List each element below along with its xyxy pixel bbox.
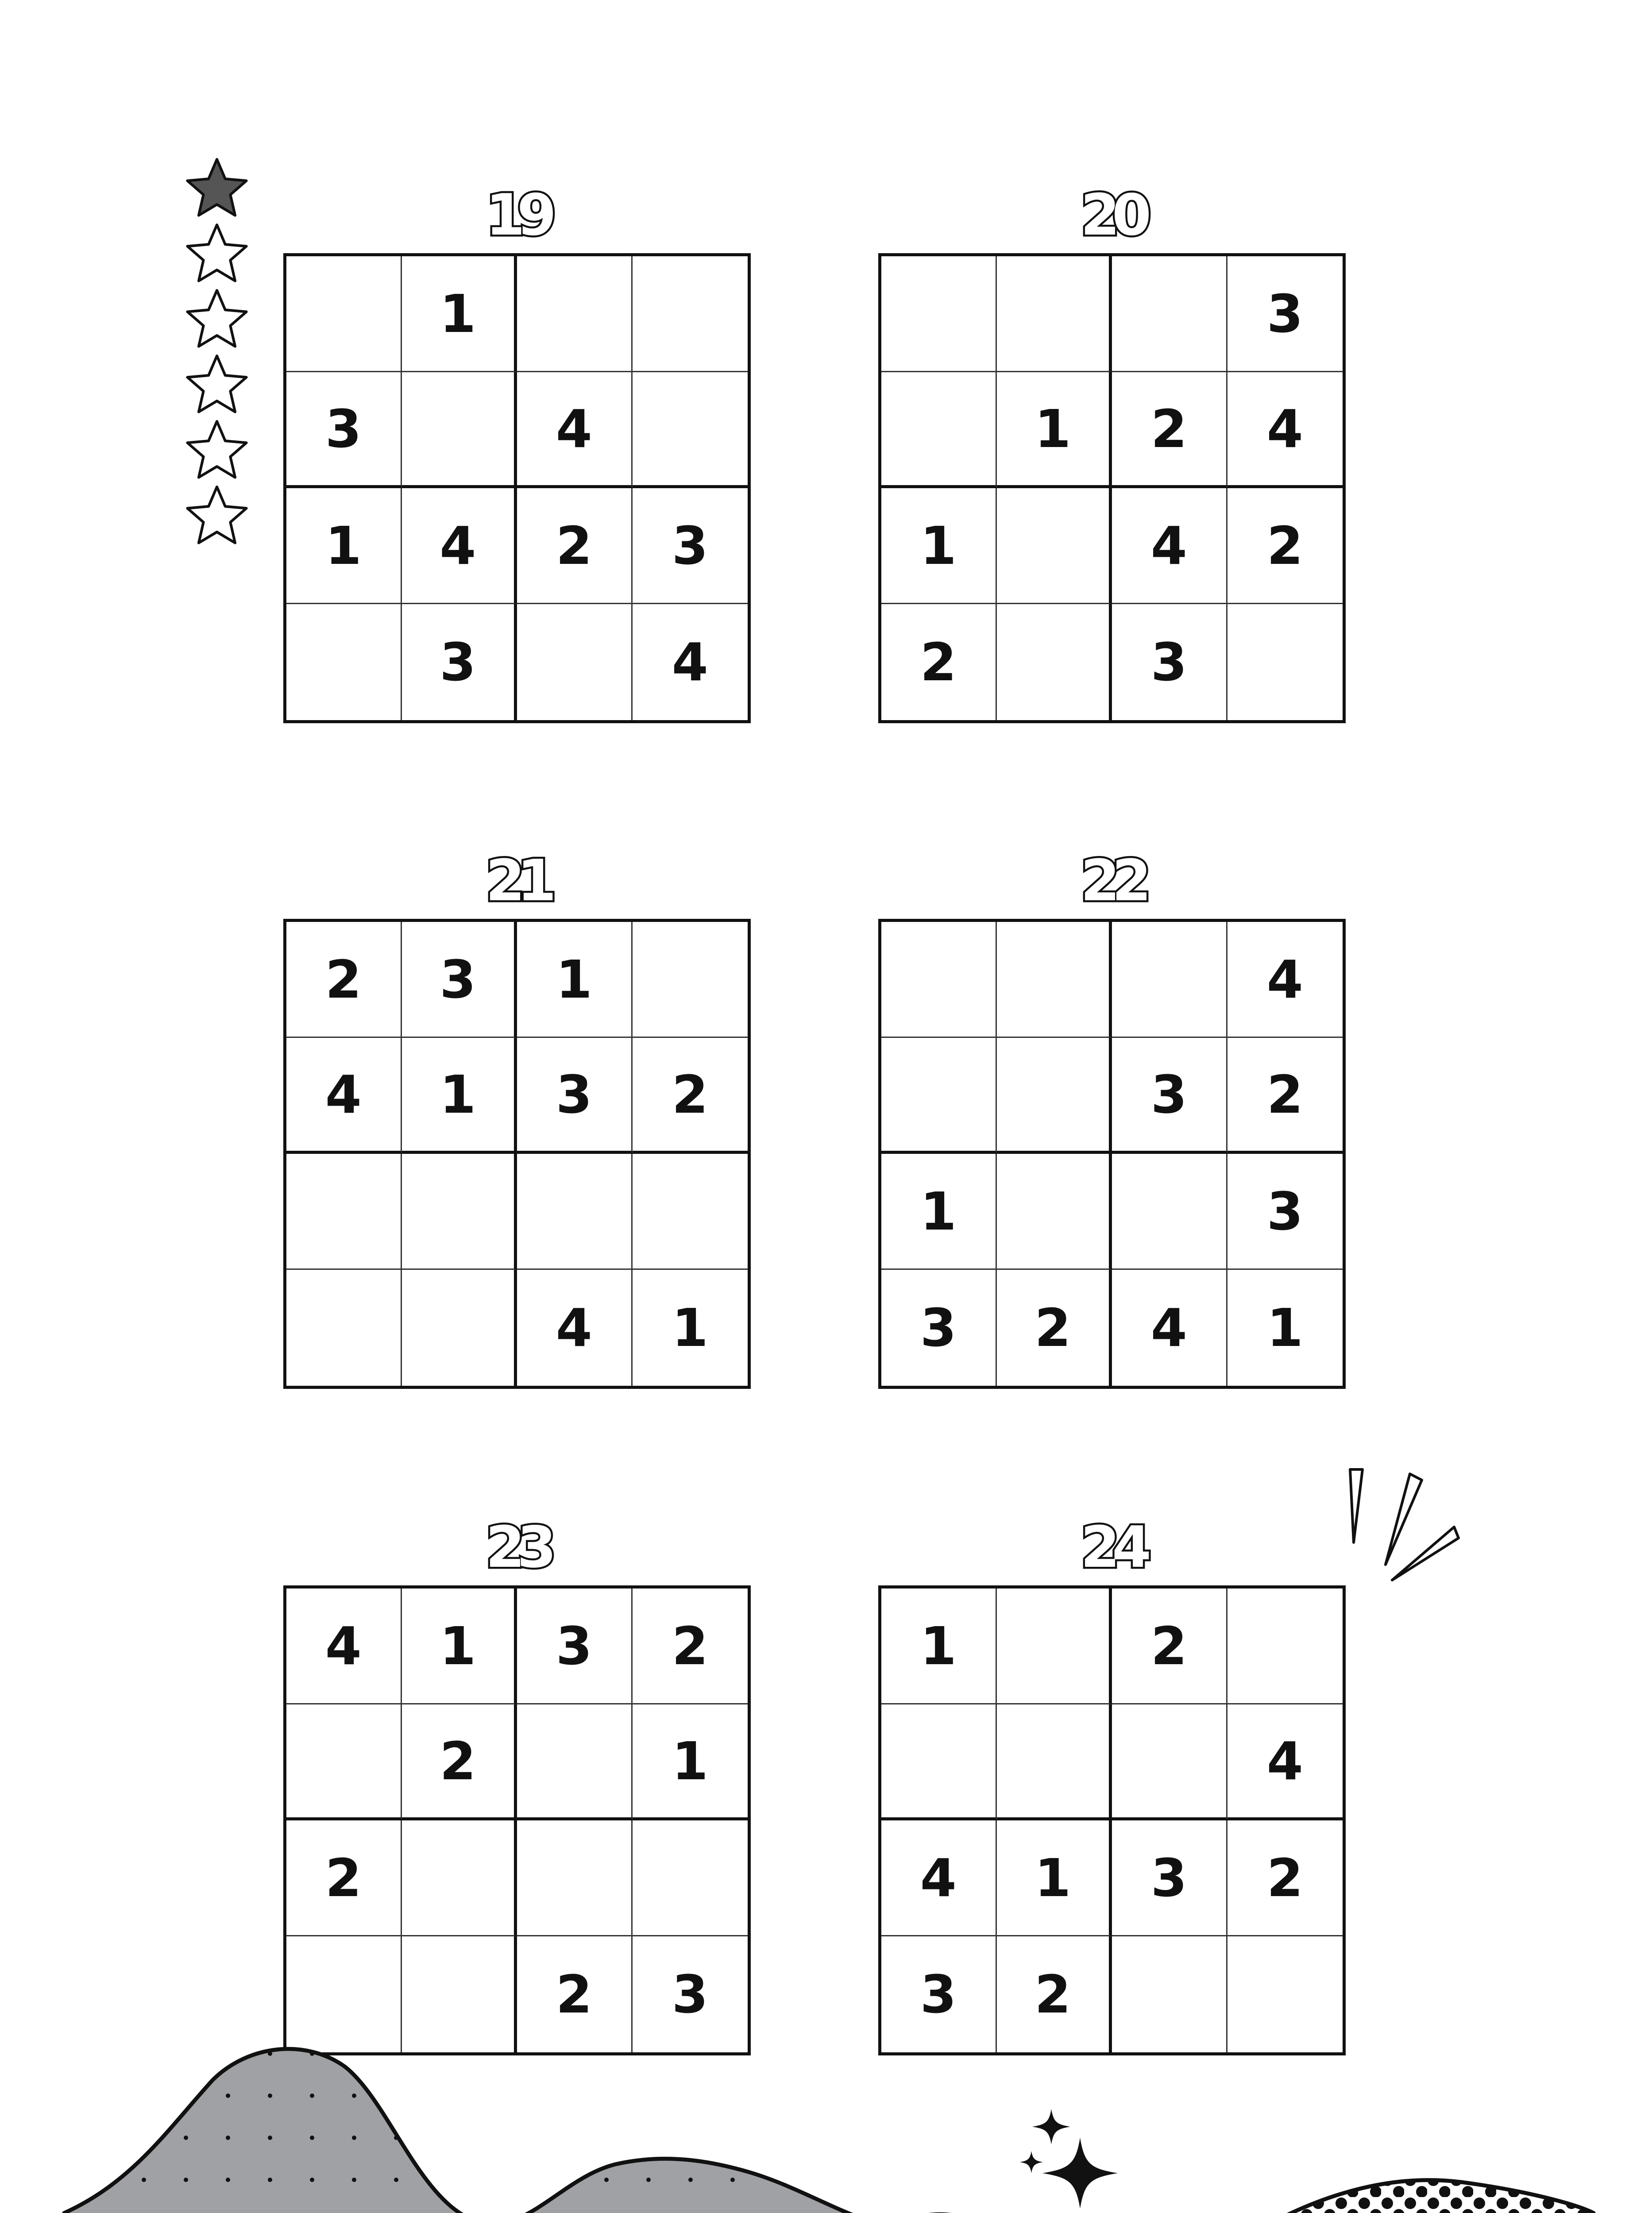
given-cell: 1 — [517, 922, 633, 1038]
decorative-landscape — [0, 2036, 1652, 2213]
empty-cell[interactable] — [881, 256, 997, 372]
given-cell: 2 — [633, 1588, 748, 1704]
sudoku-grid — [283, 1585, 751, 2055]
given-cell: 2 — [1112, 372, 1227, 488]
empty-cell[interactable] — [517, 1820, 633, 1936]
given-cell: 2 — [881, 604, 997, 720]
given-cell: 3 — [517, 1038, 633, 1154]
star-outline-icon — [187, 290, 246, 347]
given-cell: 2 — [997, 1270, 1112, 1386]
empty-cell[interactable] — [997, 922, 1112, 1038]
given-cell: 3 — [881, 1270, 997, 1386]
empty-cell[interactable] — [1227, 1936, 1343, 2052]
empty-cell[interactable] — [517, 1154, 633, 1270]
empty-cell[interactable] — [402, 1270, 517, 1386]
given-cell: 2 — [517, 488, 633, 604]
given-cell: 2 — [517, 1936, 633, 2052]
given-cell: 1 — [997, 1820, 1112, 1936]
puzzle-number: 19 — [485, 182, 549, 248]
given-cell: 2 — [633, 1038, 748, 1154]
given-cell: 4 — [1112, 488, 1227, 604]
empty-cell[interactable] — [997, 1154, 1112, 1270]
sudoku-grid — [878, 919, 1346, 1389]
empty-cell[interactable] — [997, 1038, 1112, 1154]
empty-cell[interactable] — [286, 256, 402, 372]
given-cell: 2 — [1227, 488, 1343, 604]
star-outline-icon — [187, 356, 246, 412]
empty-cell[interactable] — [633, 372, 748, 488]
empty-cell[interactable] — [1227, 1588, 1343, 1704]
empty-cell[interactable] — [881, 1038, 997, 1154]
empty-cell[interactable] — [997, 604, 1112, 720]
given-cell: 4 — [1112, 1270, 1227, 1386]
given-cell: 3 — [517, 1588, 633, 1704]
given-cell: 4 — [517, 1270, 633, 1386]
puzzle-number: 22 — [1080, 848, 1144, 914]
empty-cell[interactable] — [402, 372, 517, 488]
given-cell: 1 — [633, 1704, 748, 1820]
empty-cell[interactable] — [1112, 1936, 1227, 2052]
given-cell: 3 — [1227, 256, 1343, 372]
empty-cell[interactable] — [286, 1270, 402, 1386]
given-cell: 1 — [402, 256, 517, 372]
difficulty-rating — [181, 157, 252, 555]
empty-cell[interactable] — [1112, 922, 1227, 1038]
given-cell: 1 — [402, 1038, 517, 1154]
given-cell: 2 — [997, 1936, 1112, 2052]
given-cell: 3 — [402, 922, 517, 1038]
given-cell: 1 — [1266, 1297, 1303, 1358]
given-cell: 4 — [286, 1588, 402, 1704]
given-cell: 4 — [402, 488, 517, 604]
given-cell: 1 — [402, 1588, 517, 1704]
given-cell: 2 — [1227, 1038, 1343, 1154]
empty-cell[interactable] — [997, 1588, 1112, 1704]
given-cell: 1 — [881, 1154, 997, 1270]
given-cell: 3 — [402, 604, 517, 720]
empty-cell[interactable] — [633, 1154, 748, 1270]
given-cell: 2 — [1227, 1820, 1343, 1936]
given-cell: 3 — [881, 1936, 997, 2052]
empty-cell[interactable] — [517, 256, 633, 372]
given-cell: 3 — [1112, 604, 1227, 720]
given-cell: 4 — [1227, 1704, 1343, 1820]
given-cell: 1 — [881, 1588, 997, 1704]
sudoku-grid — [283, 919, 751, 1389]
empty-cell[interactable] — [1112, 1154, 1227, 1270]
given-cell: 4 — [881, 1820, 997, 1936]
empty-cell[interactable] — [402, 1154, 517, 1270]
star-outline-icon — [187, 225, 246, 281]
given-cell: 2 — [286, 922, 402, 1038]
given-cell: 2 — [402, 1704, 517, 1820]
star-outline-icon — [187, 487, 246, 543]
empty-cell[interactable] — [286, 1936, 402, 2052]
empty-cell[interactable] — [286, 1704, 402, 1820]
sudoku-grid — [878, 253, 1346, 723]
empty-cell[interactable] — [517, 1704, 633, 1820]
given-cell: 1 — [286, 488, 402, 604]
empty-cell[interactable] — [997, 256, 1112, 372]
empty-cell[interactable] — [997, 488, 1112, 604]
given-cell: 4 — [672, 632, 708, 693]
given-cell: 3 — [1227, 1154, 1343, 1270]
empty-cell[interactable] — [1112, 1704, 1227, 1820]
empty-cell[interactable] — [633, 1820, 748, 1936]
empty-cell[interactable] — [1227, 604, 1343, 720]
given-cell: 1 — [997, 372, 1112, 488]
empty-cell[interactable] — [881, 372, 997, 488]
given-cell: 1 — [672, 1297, 708, 1358]
puzzle-number: 21 — [485, 848, 549, 914]
puzzle-number: 23 — [485, 1515, 549, 1581]
given-cell: 3 — [1112, 1820, 1227, 1936]
empty-cell[interactable] — [881, 1704, 997, 1820]
given-cell: 3 — [1112, 1038, 1227, 1154]
empty-cell[interactable] — [402, 1936, 517, 2052]
sudoku-grid — [283, 253, 751, 723]
empty-cell[interactable] — [633, 256, 748, 372]
sudoku-grid — [878, 1585, 1346, 2055]
empty-cell[interactable] — [997, 1704, 1112, 1820]
puzzle-number: 24 — [1080, 1515, 1144, 1581]
given-cell: 3 — [286, 372, 402, 488]
given-cell: 2 — [286, 1820, 402, 1936]
star-filled-icon — [187, 159, 246, 216]
empty-cell[interactable] — [881, 922, 997, 1038]
given-cell: 3 — [633, 488, 748, 604]
empty-cell[interactable] — [633, 922, 748, 1038]
empty-cell[interactable] — [517, 604, 633, 720]
given-cell: 2 — [1112, 1588, 1227, 1704]
star-outline-icon — [187, 421, 246, 478]
puzzle-number: 20 — [1080, 182, 1144, 248]
given-cell: 3 — [672, 1964, 708, 2025]
given-cell: 4 — [1227, 372, 1343, 488]
given-cell: 4 — [286, 1038, 402, 1154]
empty-cell[interactable] — [286, 1154, 402, 1270]
empty-cell[interactable] — [402, 1820, 517, 1936]
given-cell: 4 — [1227, 922, 1343, 1038]
empty-cell[interactable] — [286, 604, 402, 720]
empty-cell[interactable] — [1112, 256, 1227, 372]
given-cell: 1 — [881, 488, 997, 604]
emphasis-lines-icon — [1341, 1461, 1465, 1589]
given-cell: 4 — [517, 372, 633, 488]
